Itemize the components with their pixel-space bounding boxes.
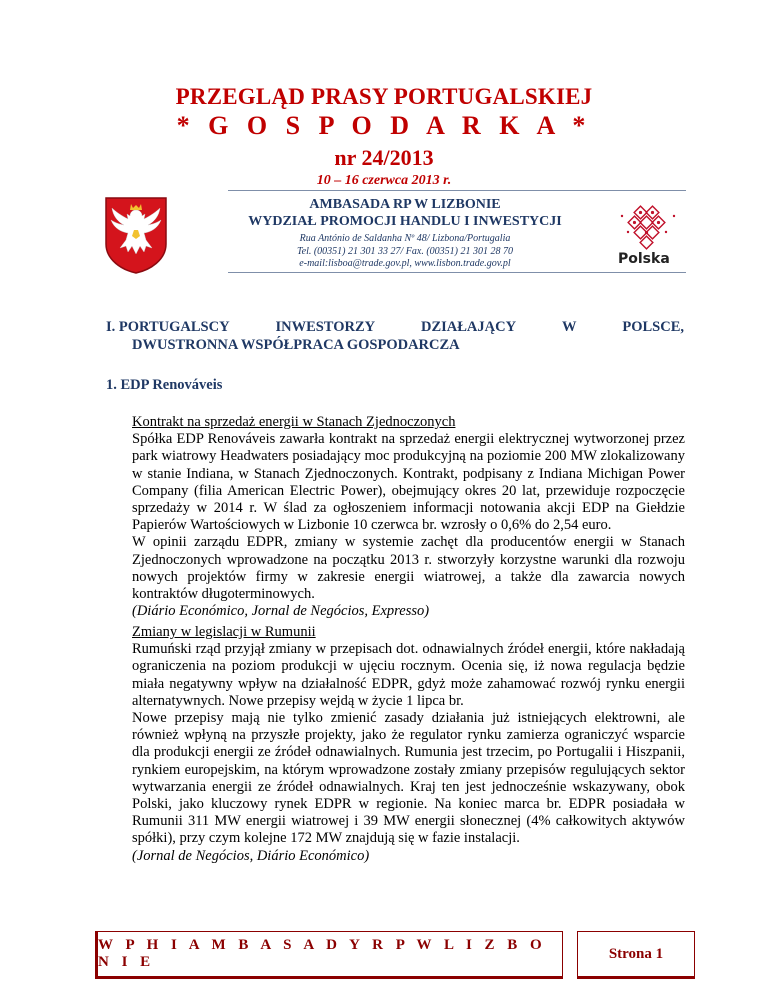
article-2-paragraph-1: Rumuński rząd przyjął zmiany w przepisach dot. odnawialnych źródeł energii, które nakładają ograniczenia na poziom produkcji w ujęciu rocznym. Ocenia się, iż nowa regulacja będzie miała negatywny wpływ na działalność EDPR, gdyż może zahamować rozwój rynku energii alternatywnych. Nowe przepisy wejdą w życie 1 lipca br. [132,641,685,709]
article-1-paragraph-2: W opinii zarządu EDPR, zmiany w systemie zachęt dla producentów energii w Stanach Zjednoczonych wprowadzone na początku 2013 r. stworzyły korzystne warunki dla rozwoju nowych projektów firmy w zakresie energii wiatrowej, a także dla zawarcia nowych kontraktów długoterminowych. [132,534,685,603]
embassy-phone: Tel. (00351) 21 301 33 27/ Fax. (00351) 21 301 28 70 [296,246,513,257]
page-footer [95,931,695,977]
section-1-heading [106,318,684,354]
document-subtitle: * G O S P O D A R K A * [176,111,592,140]
polska-logo-text: Polska [618,251,670,267]
article-2 [132,624,685,865]
subsection-1-heading: 1. EDP Renováveis [106,377,223,393]
department-name: WYDZIAŁ PROMOCJI HANDLU I INWESTYCJI [248,214,562,229]
article-2-title: Zmiany w legislacji w Rumunii [132,624,316,640]
section-1-heading-line2: DWUSTRONNA WSPÓŁPRACA GOSPODARCZA [132,337,460,353]
section-1-word: POLSCE, [622,319,684,335]
footer-department-label: W P H I A M B A S A D Y R P W L I Z B O N I E [95,931,563,979]
article-1-title: Kontrakt na sprzedaż energii w Stanach Zjednoczonych [132,414,456,430]
embassy-name: AMBASADA RP W LIZBONIE [309,197,501,212]
article-1-source: (Diário Económico, Jornal de Negócios, Expresso) [132,603,430,620]
page-number: Strona 1 [577,931,695,979]
section-1-word: I. PORTUGALSCY [106,319,230,335]
header-divider-top [228,190,686,191]
issue-dates: 10 – 16 czerwca 2013 r. [316,173,452,188]
issue-number: nr 24/2013 [334,145,434,170]
article-1 [132,414,685,620]
document-title: PRZEGLĄD PRASY PORTUGALSKIEJ [175,84,593,109]
article-2-paragraph-2: Nowe przepisy mają nie tylko zmienić zasady działania już istniejących elektrowni, ale również wpłyną na przyszłe projekty, jako że regulator rynku zamierza ograniczyć wsparcie dla produkcji energii ze źródeł odnawialnych. Rumunia jest trzecim, po Portugalii i Hiszpanii, rynkiem europejskim, na którym wprowadzone zostały zmiany przepisów regulujących sektor wytwarzania energii ze źródeł odnawialnych. Kraj ten jest jednocześnie wskazywany, obok Polski, jako kluczowy rynek EDPR w regionie. Na koniec marca br. EDPR posiadała w Rumunii 311 MW energii wiatrowej i 39 MW energii słonecznej (4% całkowitych aktywów spółki), przy czym kolejne 172 MW znajdują się w fazie instalacji. [132,710,685,847]
embassy-contact: e-mail:lisboa@trade.gov.pl, www.lisbon.trade.gov.pl [299,258,511,269]
section-1-word: INWESTORZY [275,319,376,335]
embassy-address: Rua António de Saldanha Nº 48/ Lizbona/Portugalia [299,233,511,244]
polish-eagle-emblem-icon [104,196,168,274]
header-divider-bottom [228,272,686,273]
section-1-word: W [561,319,577,335]
article-2-source: (Jornal de Negócios, Diário Económico) [132,847,370,864]
section-1-word: DZIAŁAJĄCY [421,319,517,335]
article-1-paragraph-1: Spółka EDP Renováveis zawarła kontrakt na sprzedaż energii elektrycznej wytworzonej przez park wiatrowy Headwaters posiadający moc produkcyjną na poziomie 200 MW zlokalizowany w stanie Indiana, w Stanach Zjednoczonych. Kontrakt, podpisany z Indiana Michigan Power Company (filia American Electric Power), obejmujący okres 20 lat, przewiduje rozpoczęcie sprzedaży w 2014 r. W ślad za ogłoszeniem informacji notowania akcji EDP na Giełdzie Papierów Wartościowych w Lizbonie 10 czerwca br. wzrosły o 0,6% do 2,54 euro. [132,431,685,534]
